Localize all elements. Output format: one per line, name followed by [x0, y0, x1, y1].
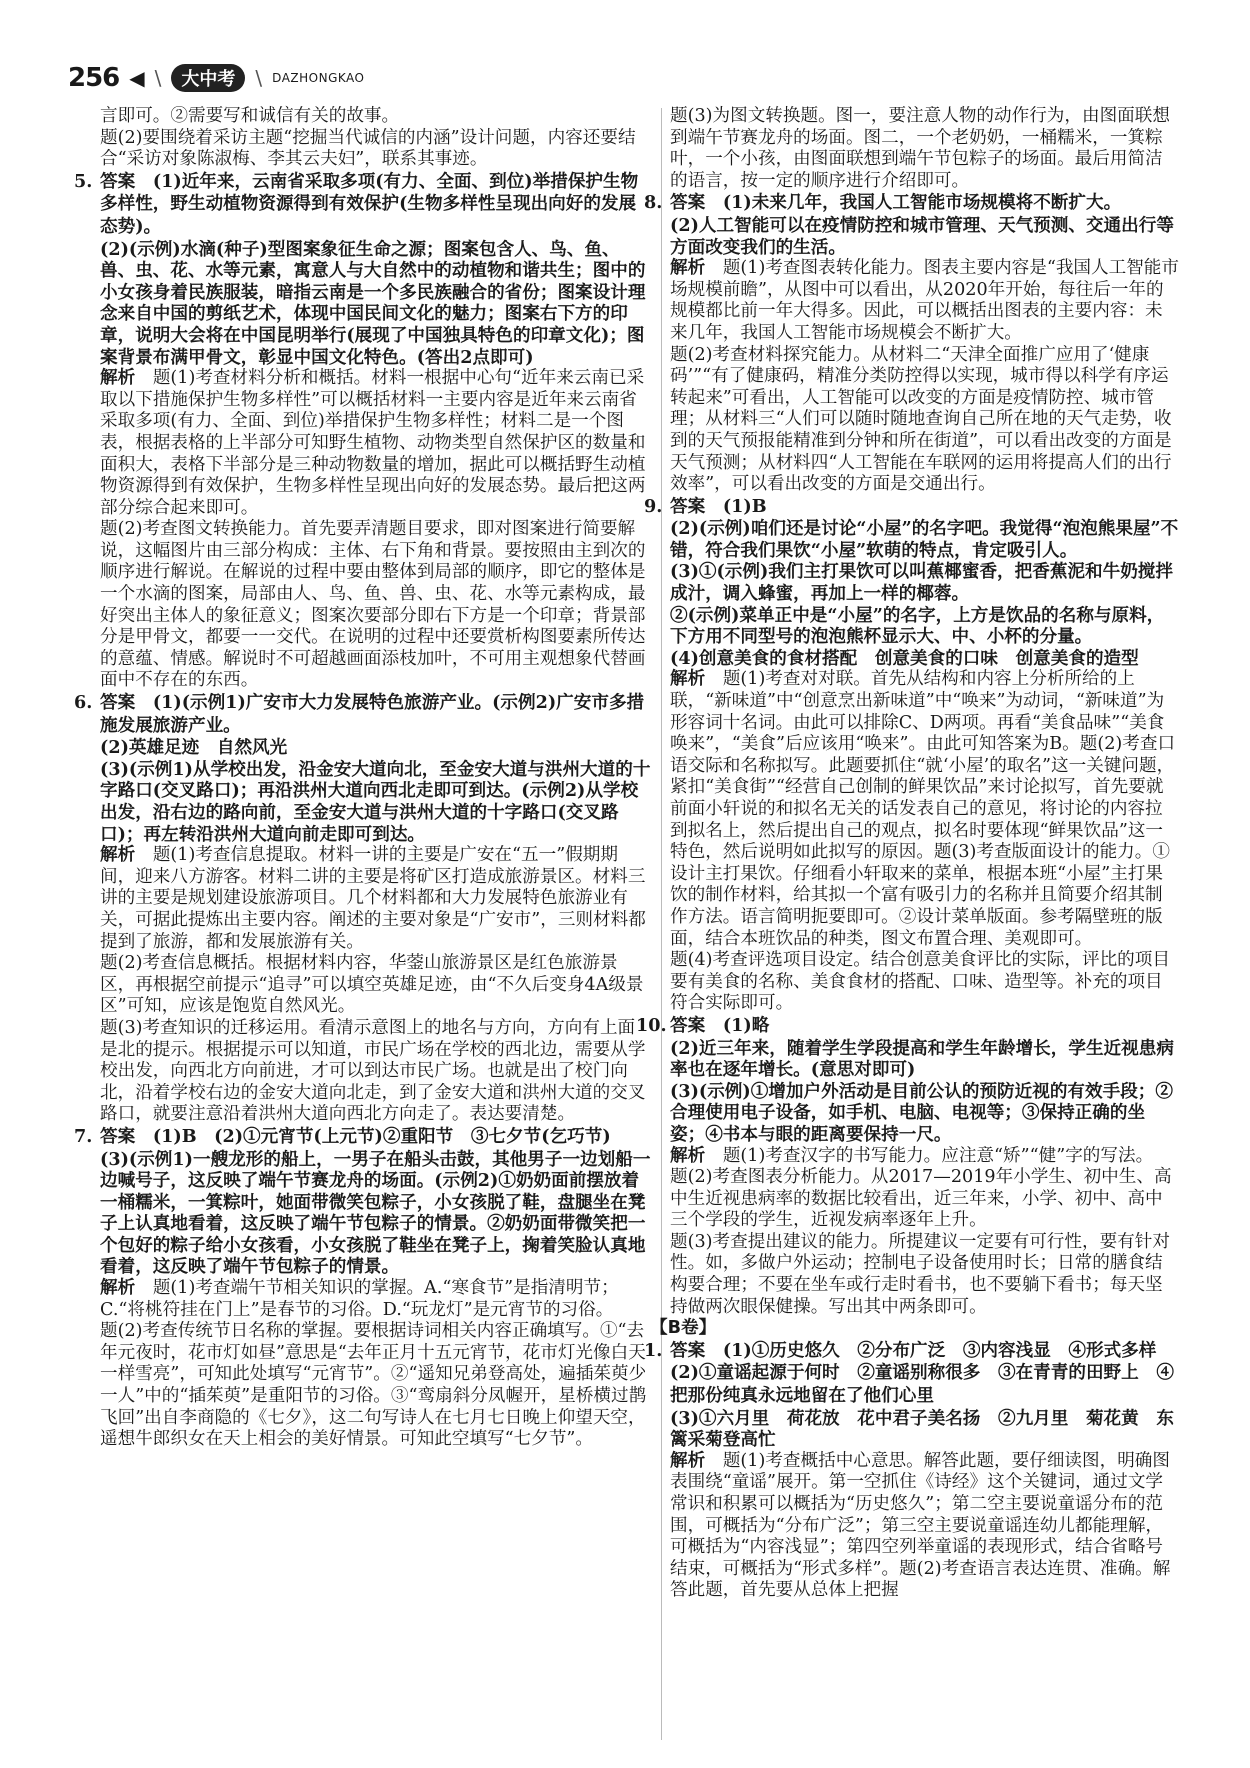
answer-text: (3)①(示例)我们主打果饮可以叫蕉椰蜜香，把香蕉泥和牛奶搅拌成汁，调入蜂蜜，再加上一样的椰蓉。	[670, 561, 1173, 605]
analysis-text: 题(4)考查评选项目设定。结合创意美食评比的实际，评比的项目要有美食的名称、美食食材的搭配、口味、造型等。补充的项目符合实际即可。	[670, 950, 1170, 1014]
answer-text: (1)B	[722, 495, 767, 517]
page-number: 256	[68, 63, 120, 93]
answer-text: (2)人工智能可以在疫情防控和城市管理、天气预测、交通出行等方面改变我们的生活。	[670, 214, 1174, 258]
analysis-text: 题(1)考查概括中心意思。解答此题，要仔细读图，明确图表围绕“童谣”展开。第一空抓住《诗经》这个关键词，通过文学常识和积累可以概括为“历史悠久”；第二空主要说童谣分布的范围，可概括为“分布广泛”；第三空主要说童谣连幼儿都能理解，可概括为“内容浅显”；第四空列举童谣的表现形式，结合省略号结束，可概括为“形式多样”。题(2)考查语言表达连贯、准确。解答此题，首先要从总体上把握	[670, 1450, 1171, 1601]
analysis-label: 解析	[100, 1278, 136, 1299]
analysis-label: 解析	[100, 845, 136, 866]
analysis-text: 题(1)考查汉字的书写能力。应注意“矫”“健”字的写法。	[722, 1145, 1154, 1166]
answer-text: (1)近年来，云南省采取多项(有力、全面、到位)举措保护生物多样性，野生动植物资源得到有效保护(生物多样性呈现出向好的发展态势)。	[100, 170, 639, 237]
answer-text: (2)近三年来，随着学生学段提高和学生年龄增长，学生近视患病率也在逐年增长。(意思对即可)	[670, 1037, 1174, 1081]
analysis-text: 题(3)考查提出建议的能力。所提建议一定要有可行性，要有针对性。如，多做户外运动；控制电子设备使用时长；日常的膳食结构要合理；不要在坐车或行走时看书，也不要躺下看书；每天坚持做两次眼保健操。写出其中两条即可。	[670, 1231, 1170, 1317]
analysis-text: 题(2)考查材料探究能力。从材料二“天津全面推广应用了‘健康码’”“有了健康码，精准分类防控得以实现，城市得以科学有序运转起来”可看出，人工智能可以改变的方面是疫情防控、城市管理；从材料三“人们可以随时随地查询自己所在地的天气走势，收到的天气预报能精准到分钟和所在街道”，可以看出改变的方面是天气预测；从材料四“人工智能在车联网的运用将提高人们的出行效率”，可以看出改变的方面是交通出行。	[670, 344, 1172, 495]
paragraph: 题(3)为图文转换题。图一，要注意人物的动作行为，由图面联想到端午节赛龙舟的场面。图二，一个老奶奶，一桶糯米，一箕粽叶，一个小孩，由图面联想到端午节包粽子的场面。最后用简洁的语言，按一定的顺序进行介绍即可。	[670, 106, 1170, 191]
analysis-label: 解析	[670, 1145, 706, 1166]
analysis-label: 解析	[670, 1450, 706, 1471]
answer-text: (2)英雄足迹 自然风光	[100, 737, 288, 759]
answer-label: 答案	[100, 1126, 136, 1147]
arrow-left-icon: ◀	[129, 66, 145, 90]
answer-label: 答案	[670, 1015, 706, 1036]
analysis-text: 题(3)考查知识的迁移运用。看清示意图上的地名与方向，方向有上面是北的提示。根据提示可以知道，市民广场在学校的西北边，需要从学校出发，向西北方向前进，才可以到达市民广场。也就是出了校门向北，沿着学校右边的金安大道向北走，到了金安大道和洪州大道的交叉路口，就要注意沿着洪州大道向西北方向走了。表达要清楚。	[100, 1017, 646, 1125]
answer-text: (3)(示例1)一艘龙形的船上，一男子在船头击鼓，其他男子一边划船一边喊号子，这反映了端午节赛龙舟的场面。(示例2)①奶奶面前摆放着一桶糯米，一箕粽叶，她面带微笑包粽子，小女孩脱了鞋，盘腿坐在凳子上认真地看着，这反映了端午节包粽子的情景。②奶奶面带微笑把一个包好的粽子给小女孩看，小女孩脱了鞋坐在凳子上，掬着笑脸认真地看着，这反映了端午节包粽子的情景。	[100, 1148, 651, 1278]
analysis-text: 题(1)考查图表转化能力。图表主要内容是“我国人工智能市场规模前瞻”，从图中可以看出，从2020年开始，每往后一年的规模都比前一年大得多。因此，可以概括出图表的主要内容：未来几年，我国人工智能市场规模会不断扩大。	[670, 258, 1179, 343]
answer-label: 答案	[670, 193, 706, 214]
divider-slash: \	[154, 66, 162, 90]
question-10	[636, 1014, 1180, 1318]
column-divider	[661, 108, 662, 1740]
analysis-text: 题(1)考查端午节相关知识的掌握。A.“寒食节”是指清明节；C.“将桃符挂在门上”是春节的习俗。D.“玩龙灯”是元宵节的习俗。	[100, 1278, 619, 1320]
answer-text: (1)(示例1)广安市大力发展特色旅游产业。(示例2)广安市多措施发展旅游产业。	[100, 692, 645, 736]
answer-text: (2)(示例)水滴(种子)型图案象征生命之源；图案包含人、鸟、鱼、兽、虫、花、水等元素，寓意人与大自然中的动植物和谐共生；图中的小女孩身着民族服装，暗指云南是一个多民族融合的省份；图案设计理念来自中国的剪纸艺术，体现中国民间文化的魅力；图案右下方的印章，说明大会将在中国昆明举行(展现了中国独具特色的印章文化)；图案背景布满甲骨文，彰显中国文化特色。(答出2点即可)	[100, 238, 646, 368]
analysis-label: 解析	[100, 368, 136, 389]
answer-label: 答案	[670, 496, 706, 517]
analysis-text: 题(1)考查材料分析和概括。材料一根据中心句“近年来云南已采取以下措施保护生物多样性”可以概括材料一主要内容是近年来云南省采取多项(有力、全面、到位)举措保护生物多样性；材料二是一个图表，根据表格的上半部分可知野生植物、动物类型自然保护区的数量和面积大，表格下半部分是三种动物数量的增加，据此可以概括野生动植物资源得到有效保护，生物多样性呈现出向好的发展态势。最后把这两部分综合起来即可。	[100, 368, 646, 518]
question-7	[74, 1125, 652, 1451]
section-b-title: 【B卷】	[650, 1318, 717, 1339]
question-5	[74, 170, 652, 692]
answer-text: (2)(示例)咱们还是讨论“小屋”的名字吧。我觉得“泡泡熊果屋”不错，符合我们果饮“小屋”软萌的特点，肯定吸引人。	[670, 518, 1179, 561]
brand-english: DAZHONGKAO	[272, 71, 365, 85]
analysis-text: 题(2)考查图文转换能力。首先要弄清题目要求，即对图案进行简要解说，这幅图片由三部分构成：主体、右下角和背景。要按照由主到次的顺序进行解说。在解说的过程中要由整体到局部的顺序，即它的整体是一个水滴的图案，局部由人、鸟、鱼、兽、虫、花、水等元素构成，最好突出主体人的象征意义；图案次要部分即右下方是一个印章；背景部分是甲骨文，都要一一交代。在说明的过程中还要赏析构图要素所传达的意蕴、情感。解说时不可超越画面添枝加叶，不可用主观想象代替画面中不存在的东西。	[100, 519, 646, 691]
question-number: 7.	[74, 1125, 93, 1147]
answer-text: (1)略	[722, 1014, 770, 1036]
answer-text: ②(示例)菜单正中是“小屋”的名字，上方是饮品的名称与原料，下方用不同型号的泡泡熊杯显示大、中、小杯的分量。	[670, 604, 1165, 648]
answer-text: (3)(示例1)从学校出发，沿金安大道向北，至金安大道与洪州大道的十字路口(交叉路口)；再沿洪州大道向西北走即可到达。(示例2)从学校出发，沿右边的路向前，至金安大道与洪州大道的十字路口(交叉路口)；再左转沿洪州大道向前走即可到达。	[100, 758, 651, 845]
question-number: 10.	[636, 1014, 667, 1036]
answer-text: (1)未来几年，我国人工智能市场规模将不断扩大。	[722, 192, 1122, 214]
answer-text: (4)创意美食的食材搭配 创意美食的口味 创意美食的造型	[670, 647, 1139, 669]
answer-text: (1)①历史悠久 ②分布广泛 ③内容浅显 ④形式多样 (2)①童谣起源于何时 ②童谣别称很多 ③在青青的田野上 ④把那份纯真永远地留在了他们心里	[670, 1339, 1174, 1407]
answer-label: 答案	[100, 693, 136, 714]
question-number: 1.	[644, 1339, 663, 1361]
question-number: 9.	[644, 495, 663, 517]
left-column	[74, 106, 652, 1451]
analysis-label: 解析	[670, 669, 706, 690]
answer-label: 答案	[100, 171, 136, 192]
analysis-label: 解析	[670, 258, 706, 279]
answer-text: (1)B (2)①元宵节(上元节)②重阳节 ③七夕节(乞巧节)	[152, 1125, 611, 1147]
question-6	[74, 692, 652, 1126]
question-9	[644, 495, 1180, 1015]
question-number: 6.	[74, 692, 93, 714]
analysis-text: 题(2)考查传统节日名称的掌握。要根据诗词相关内容正确填写。①“去年元夜时，花市灯如昼”意思是“去年正月十五元宵节，花市灯光像白天一样雪亮”，可知此处填写“元宵节”。②“遥知兄弟登高处，遍插茱萸少一人”中的“插茱萸”是重阳节的习俗。③“鸾扇斜分凤幄开，星桥横过鹊飞回”出自李商隐的《七夕》，这二句写诗人在七月七日晚上仰望天空，遥想牛郎织女在天上相会的美好情景。可知此空填写“七夕节”。	[100, 1321, 647, 1450]
paragraph: 题(2)要围绕着采访主题“挖掘当代诚信的内涵”设计问题，内容还要结合“采访对象陈淑梅、李其云夫妇”，联系其事迹。	[100, 127, 636, 170]
answer-label: 答案	[670, 1340, 706, 1361]
answer-text: (3)①六月里 荷花放 花中君子美名扬 ②九月里 菊花黄 东篱采菊登高忙	[670, 1407, 1174, 1451]
answer-text: (3)(示例)①增加户外活动是目前公认的预防近视的有效手段；②合理使用电子设备，如手机、电脑、电视等；③保持正确的坐姿；④书本与眼的距离要保持一尺。	[670, 1080, 1173, 1145]
divider-slash: \	[255, 66, 263, 90]
analysis-text: 题(1)考查对对联。首先从结构和内容上分析所给的上联，“新味道”中“创意烹出新味道”中“唤来”为动词，“新味道”为形容词十名词。由此可以排除C、D两项。再看“美食品味”“美食唤来”，“美食”后应该用“唤来”。由此可知答案为B。题(2)考查口语交际和名称拟写。此题要抓住“就‘小屋’的取名”这一关键问题，紧扣“美食街”“经营自己创制的鲜果饮品”来讨论拟写，首先要就前面小轩说的和拟名无关的话发表自己的意见，将讨论的内容拉到拟名上，然后提出自己的观点，拟名时要体现“鲜果饮品”这一特色，然后说明如此拟写的原因。题(3)考查版面设计的能力。①设计主打果饮。仔细看小轩取来的菜单，根据本班“小屋”主打果饮的制作材料，给其拟一个富有吸引力的名称并且简要介绍其制作方法。语言简明扼要即可。②设计菜单版面。参考隔壁班的版面，结合本班饮品的种类，图文布置合理、美观即可。	[670, 669, 1176, 949]
brand-logo: 大中考	[171, 64, 245, 92]
question-b1	[644, 1339, 1180, 1602]
analysis-text: 题(2)考查图表分析能力。从2017—2019年小学生、初中生、高中生近视患病率的数据比较看出，近三年来，小学、初中、高中三个学段的学生，近视发病率逐年上升。	[670, 1167, 1172, 1231]
question-number: 8.	[644, 192, 663, 214]
page-header	[68, 58, 364, 98]
paragraph: 言即可。②需要写和诚信有关的故事。	[100, 106, 400, 126]
analysis-text: 题(2)考查信息概括。根据材料内容，华蓥山旅游景区是红色旅游景区，再根据空前提示“追寻”可以填空英雄足迹，由“不久后变身4A级景区”可知，应该是饱览自然风光。	[100, 953, 644, 1017]
right-column	[636, 106, 1180, 1602]
question-8	[644, 192, 1180, 495]
analysis-text: 题(1)考查信息提取。材料一讲的主要是广安在“五一”假期期间，迎来八方游客。材料二讲的主要是将矿区打造成旅游景区。材料三讲的主要是规划建设旅游项目。几个材料都和大力发展特色旅游业有关，可据此提炼出主要内容。阐述的主要对象是“广安市”，三则材料都提到了旅游，都和发展旅游有关。	[100, 845, 646, 952]
question-number: 5.	[74, 170, 93, 192]
